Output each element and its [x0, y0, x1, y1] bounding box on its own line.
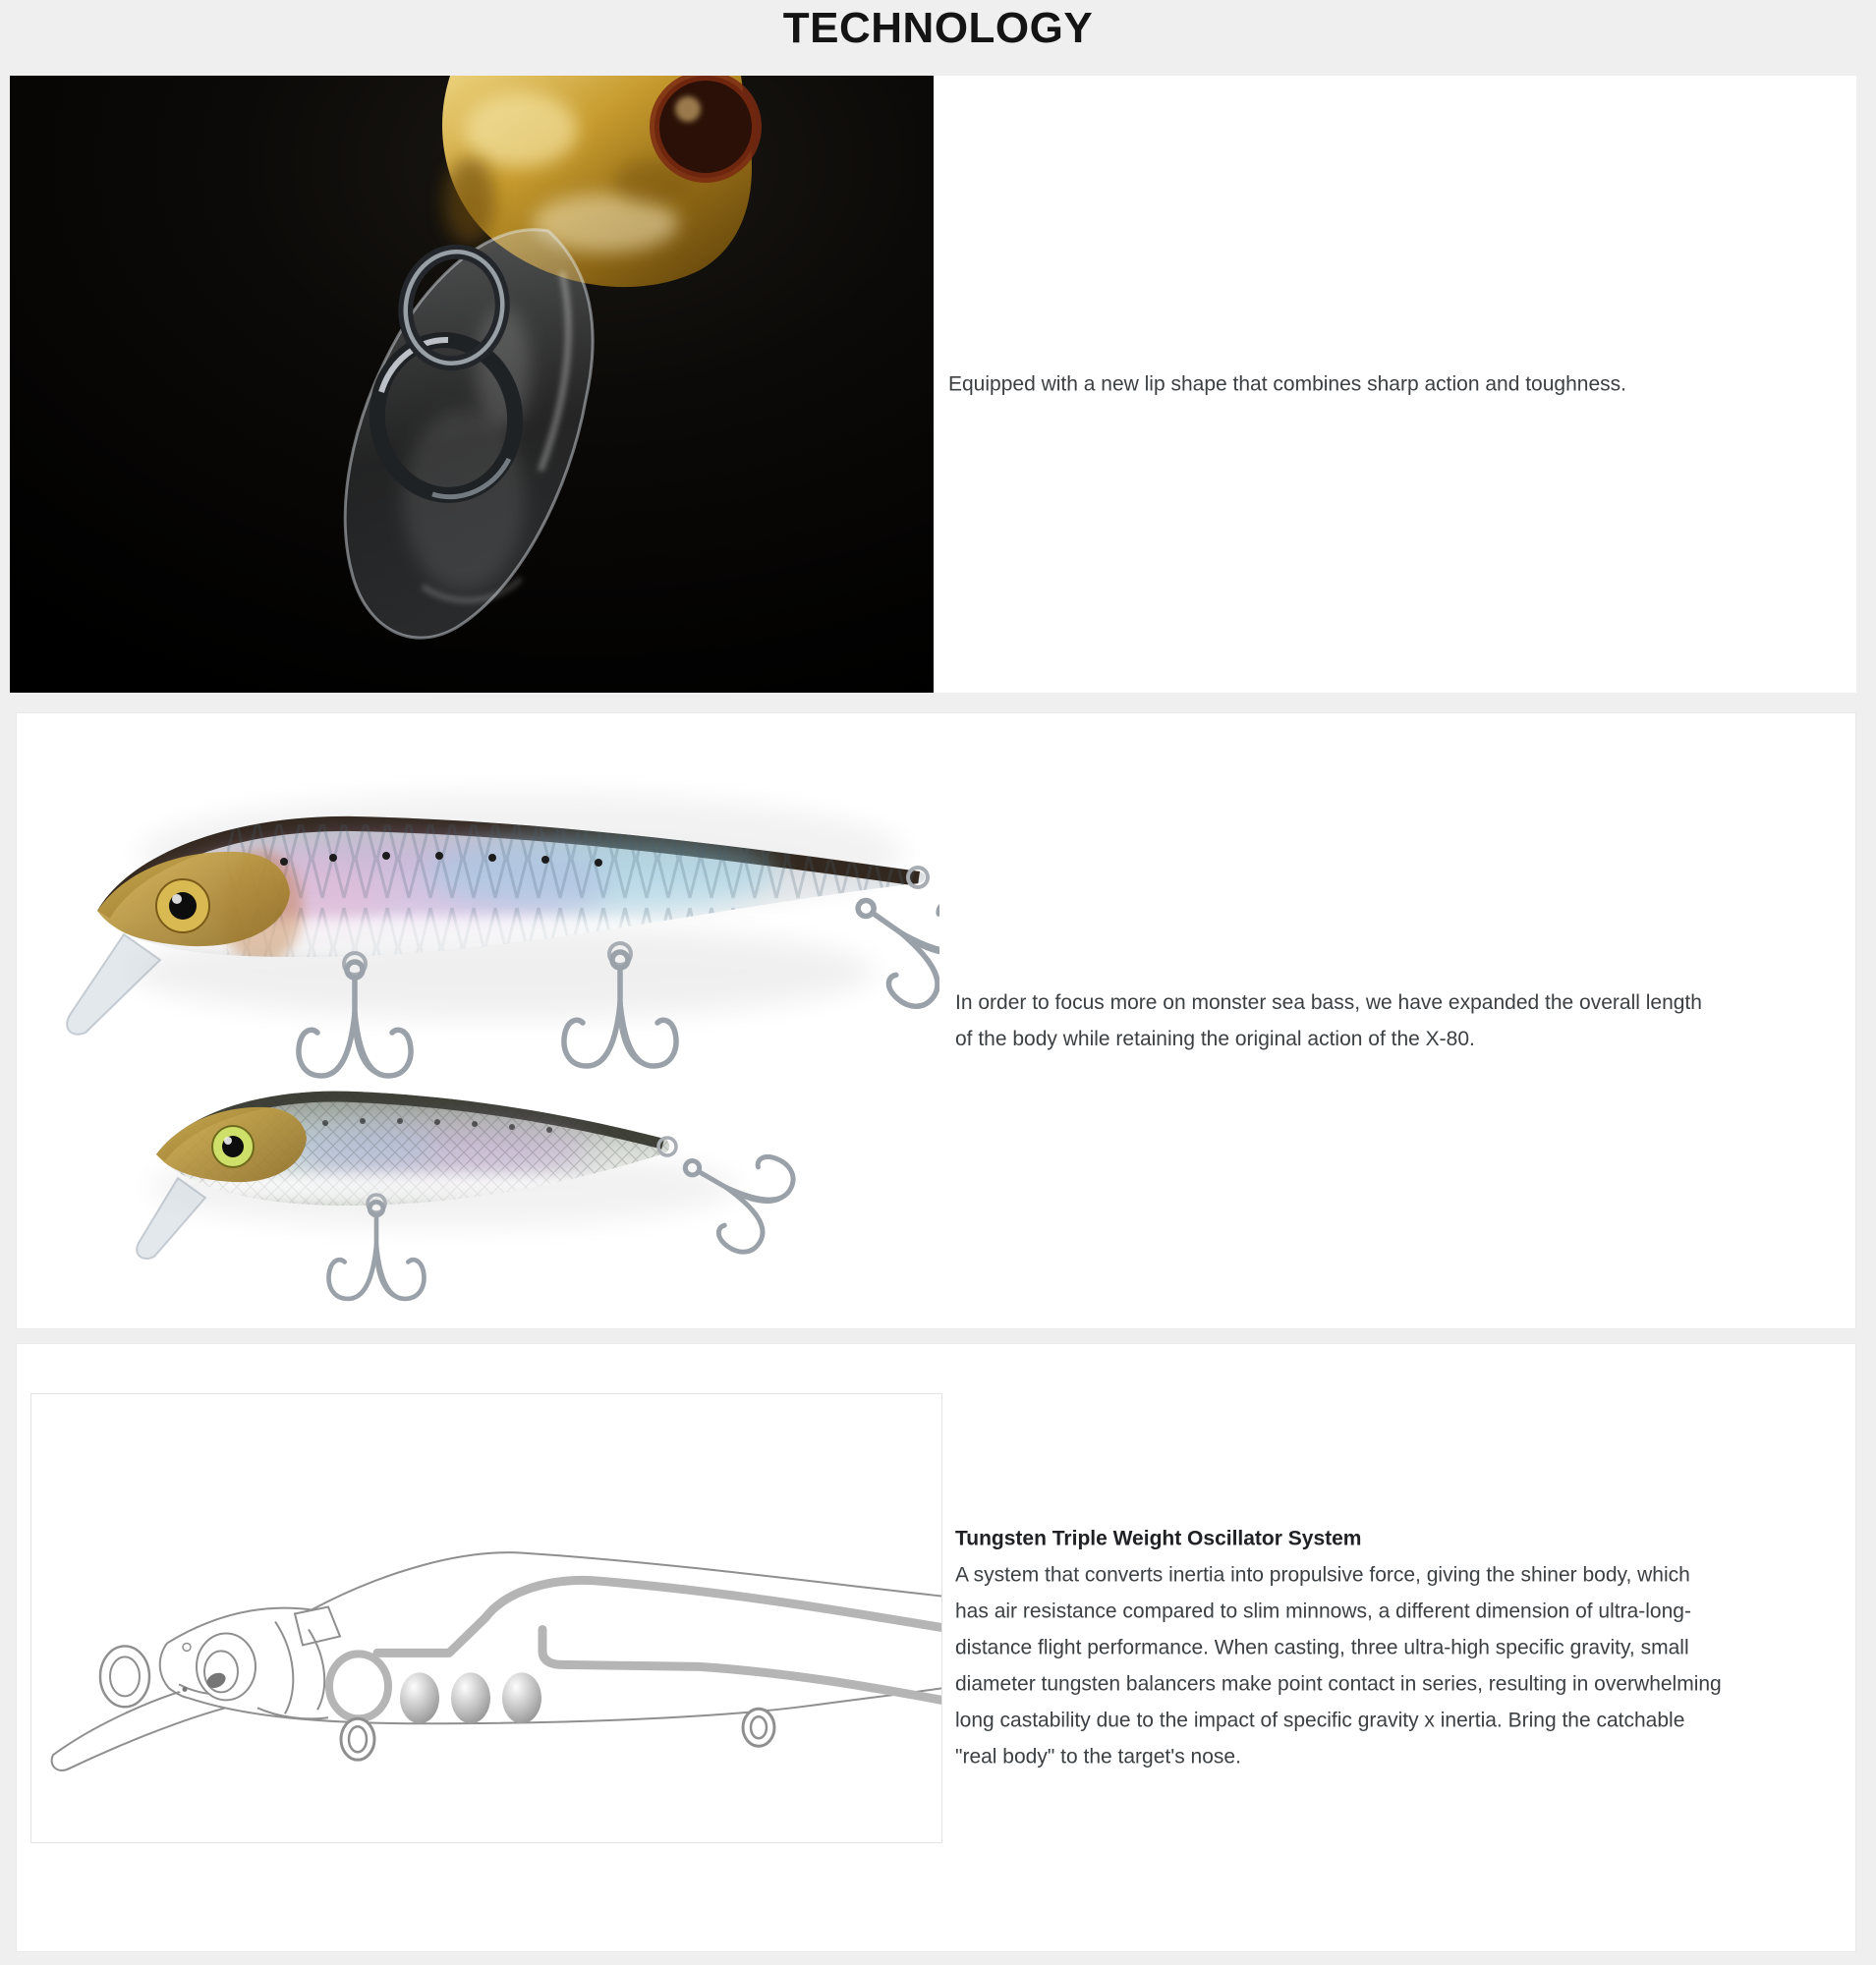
page-title: TECHNOLOGY — [782, 4, 1094, 52]
body-caption-wrap — [955, 984, 1722, 1057]
panel-body-length — [16, 712, 1856, 1329]
two-lures-illustration — [30, 726, 939, 1316]
lip-caption: Equipped with a new lip shape that combines sharp action and toughness. — [948, 372, 1626, 396]
lure-lip-macro-illustration — [10, 76, 934, 693]
tungsten-caption: A system that converts inertia into propulsive force, giving the shiner body, which has air resistance compared to slim minnows, a different dimension of ultra-long-distance flight performance. When casting, three ultra-high specific gravity, small diameter tungsten balancers make point contact in series, resulting in overwhelming long castability due to the impact of specific gravity x inertia. Bring the catchable "real body" to the target's nose. — [955, 1563, 1722, 1768]
tungsten-heading: Tungsten Triple Weight Oscillator System — [955, 1527, 1362, 1550]
lure-lip-macro-photo — [10, 76, 934, 693]
panel-tungsten-system — [16, 1343, 1856, 1952]
body-caption: In order to focus more on monster sea bass, we have expanded the overall length of the body while retaining the original action of the X-80. — [955, 991, 1702, 1050]
two-lures-photo — [30, 726, 939, 1316]
tungsten-diagram — [30, 1393, 942, 1843]
lip-caption-wrap — [948, 366, 1715, 403]
panel-lip-shape — [10, 76, 1856, 693]
tungsten-diagram-illustration — [31, 1394, 941, 1842]
tungsten-caption-wrap — [955, 1521, 1722, 1775]
